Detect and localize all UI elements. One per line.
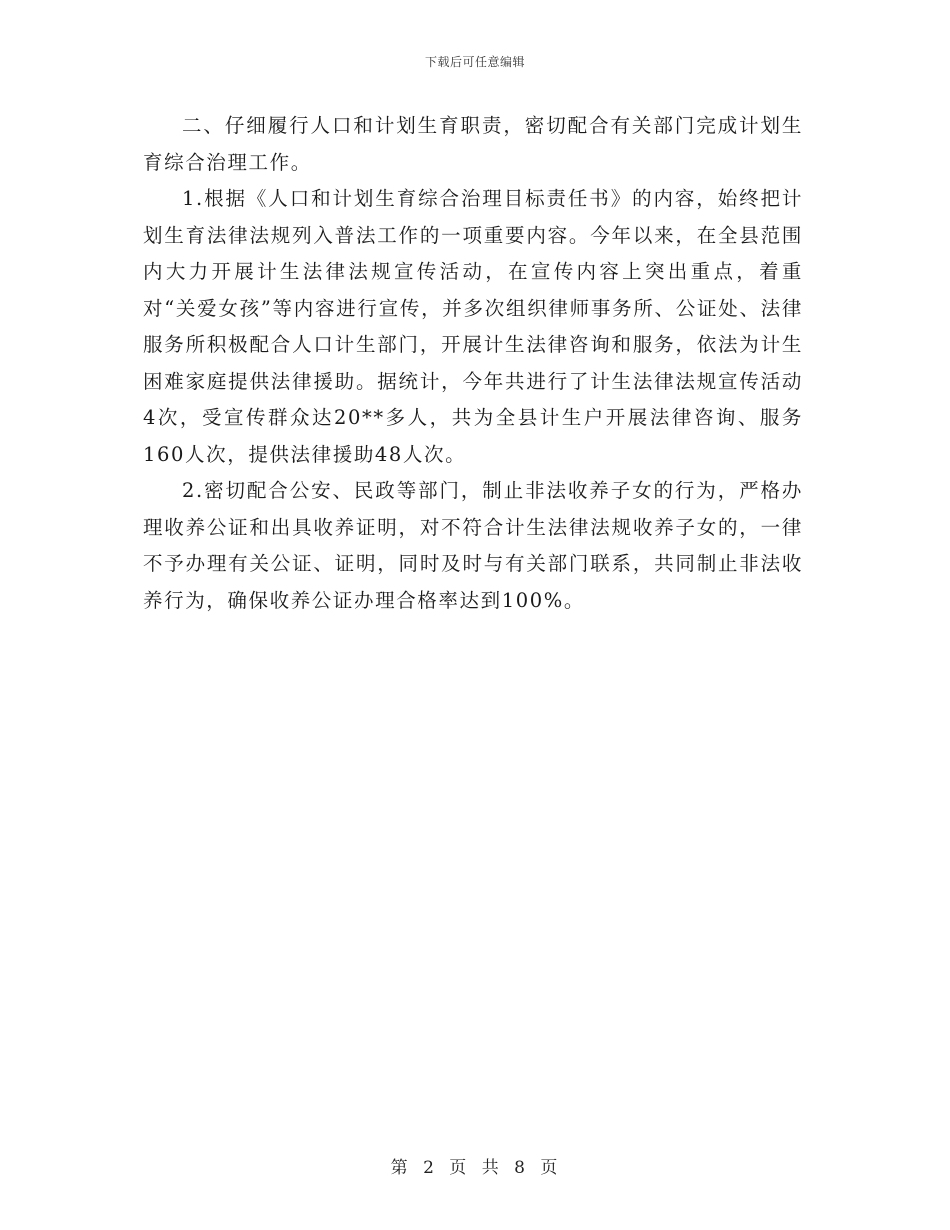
paragraph-item-one: 1.根据《人口和计划生育综合治理目标责任书》的内容，始终把计划生育法律法规列入普法工作的一项重要内容。今年以来，在全县范围内大力开展计生法律法规宣传活动，在宣传内容上突出重点，着重对“关爱女孩”等内容进行宣传，并多次组织律师事务所、公证处、法律服务所积极配合人口计生部门，开展计生法律咨询和服务，依法为计生困难家庭提供法律援助。据统计，今年共进行了计生法律法规宣传活动4次，受宣传群众达20**多人，共为全县计生户开展法律咨询、服务160人次，提供法律援助48人次。: [143, 187, 803, 466]
paragraph-section-two: 二、仔细履行人口和计划生育职责，密切配合有关部门完成计划生育综合治理工作。: [143, 114, 803, 174]
page-number-footer: 第 2 页 共 8 页: [390, 1158, 560, 1178]
document-body: [143, 108, 803, 619]
header-note: 下载后可任意编辑: [424, 55, 525, 69]
paragraph-item-two: 2.密切配合公安、民政等部门，制止非法收养子女的行为，严格办理收养公证和出具收养证明，对不符合计生法律法规收养子女的，一律不予办理有关公证、证明，同时及时与有关部门联系，共同制止非法收养行为，确保收养公证办理合格率达到100%。: [143, 479, 803, 612]
